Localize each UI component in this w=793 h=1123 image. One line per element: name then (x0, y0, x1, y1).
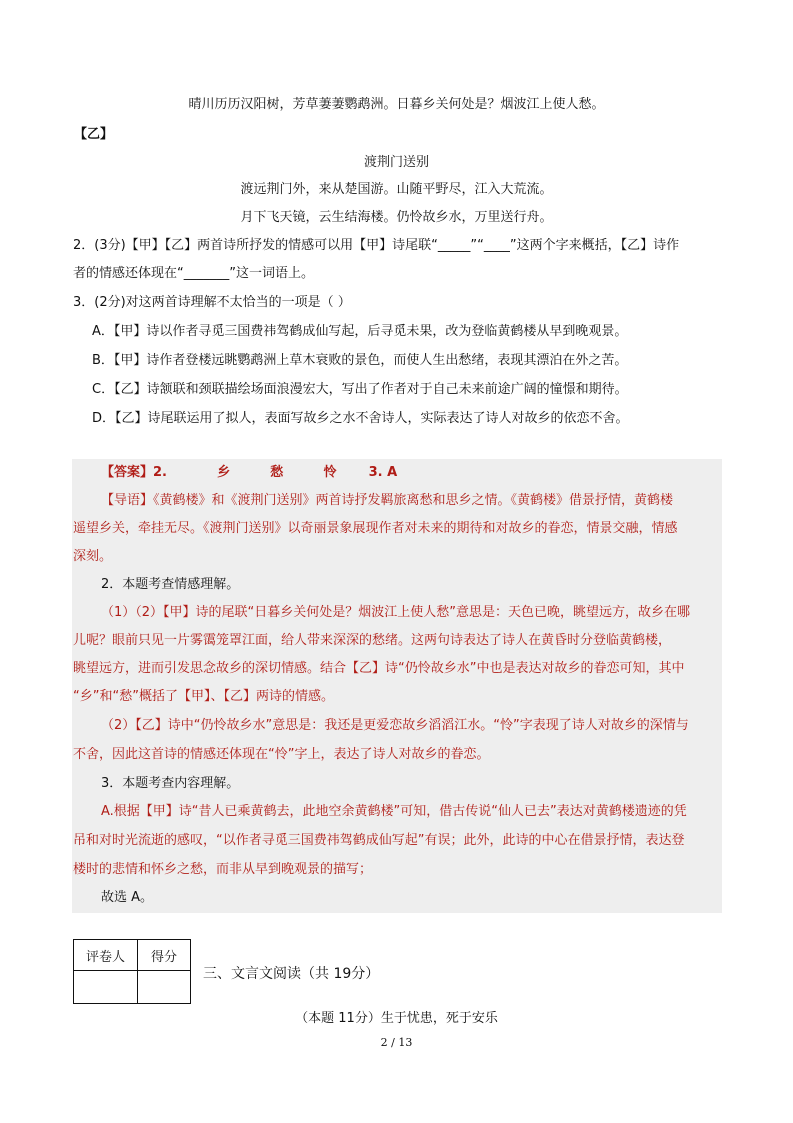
yi-poem-line: 渡远荆门外，来从楚国游。山随平野尽，江入大荒流。 (240, 182, 553, 197)
question-3-option: D．【乙】诗尾联运用了拟人，表面写故乡之水不舍诗人，实际表达了诗人对故乡的依恋不舍。 (92, 411, 629, 426)
question-3-stem: 3．(2分)对这两首诗理解不太恰当的一项是（ ） (73, 295, 351, 310)
yi-poem-title: 渡荆门送别 (363, 155, 429, 170)
guide-line: 遥望乡关，牵挂无尽。《渡荆门送别》以奇丽景象展现作者对未来的期待和对故乡的眷恋，情景交融，情感 (73, 521, 678, 536)
explanation-line: 眺望远方，进而引发思念故乡的深切情感。结合【乙】诗“仍怜故乡水”中也是表达对故乡的眷恋可知，其中 (73, 661, 685, 676)
answer-line (101, 461, 397, 480)
section-3-heading: 3．本题考查内容理解。 (101, 776, 240, 791)
guide-line (101, 489, 673, 508)
explanation-line: “乡”和“愁”概括了【甲】、【乙】两诗的情感。 (73, 689, 334, 704)
section-title: 三、文言文阅读（共 19分） (203, 966, 380, 982)
page-number: 2 / 13 (380, 1036, 413, 1049)
score-cell[interactable] (138, 971, 191, 1004)
explanation-line: A.根据【甲】诗“昔人已乘黄鹤去，此地空余黄鹤楼”可知，借古传说“仙人已去”表达对黄鹤楼遗迹的凭 (101, 804, 687, 819)
answer-word: 怜 (323, 465, 337, 480)
answer-choice: 故选 A。 (101, 890, 154, 905)
grading-table (73, 939, 191, 1004)
explanation-line: 儿呢？眼前只见一片雾霭笼罩江面，给人带来深深的愁绪。这两句诗表达了诗人在黄昏时分登临黄鹤楼， (73, 633, 672, 648)
passage-title: （本题 11分）生于忧患，死于安乐 (295, 1011, 498, 1026)
question-2-line: 2．(3分)【甲】【乙】两首诗所抒发的情感可以用【甲】诗尾联“_____”“____”这两个字来概括，【乙】诗作 (73, 238, 680, 253)
grader-header: 评卷人 (74, 940, 138, 971)
explanation-line: （1）（2）【甲】诗的尾联“日暮乡关何处是？烟波江上使人愁”意思是：天色已晚，眺望远方，故乡在哪 (101, 605, 691, 620)
yi-poem-line: 月下飞天镜，云生结海楼。仍怜故乡水，万里送行舟。 (240, 210, 553, 225)
score-header: 得分 (138, 940, 191, 971)
explanation-line: 吊和对时光流逝的感叹，“以作者寻觅三国费祎驾鹤成仙写起”有误；此外，此诗的中心在借景抒情，表达登 (73, 833, 685, 848)
guide-line: 深刻。 (73, 549, 113, 564)
explanation-line: （2）【乙】诗中“仍怜故乡水”意思是：我还是更爱恋故乡滔滔江水。“怜”字表现了诗人对故乡的深情与 (101, 718, 689, 733)
guide-text: 《黄鹤楼》和《渡荆门送别》两首诗抒发羁旅离愁和思乡之情。《黄鹤楼》借景抒情，黄鹤楼 (153, 493, 674, 508)
answer-number: 3. A (368, 465, 398, 480)
guide-label: 【导语】 (101, 493, 154, 508)
section-2-heading: 2．本题考查情感理解。 (101, 577, 240, 592)
answer-word: 乡 (217, 465, 231, 480)
poem-jia-last-lines: 晴川历历汉阳树，芳草萋萋鹦鹉洲。日暮乡关何处是？烟波江上使人愁。 (188, 97, 605, 112)
question-3-option: C．【乙】诗颔联和颈联描绘场面浪漫宏大，写出了作者对于自己未来前途广阔的憧憬和期待。 (92, 382, 628, 397)
answer-label: 【答案】 (101, 465, 154, 480)
grader-cell[interactable] (74, 971, 138, 1004)
yi-label: 【乙】 (74, 127, 114, 142)
explanation-line: 不舍，因此这首诗的情感还体现在“怜”字上，表达了诗人对故乡的眷恋。 (73, 747, 490, 762)
question-3-option: A．【甲】诗以作者寻觅三国费祎驾鹤成仙写起，后寻觅未果，改为登临黄鹤楼从早到晚观景。 (92, 324, 628, 339)
answer-number: 2. (153, 465, 167, 480)
answer-word: 愁 (270, 465, 284, 480)
question-2-line: 者的情感还体现在“_______”这一词语上。 (73, 266, 314, 281)
question-3-option: B．【甲】诗作者登楼远眺鹦鹉洲上草木衰败的景色，而使人生出愁绪，表现其漂泊在外之苦。 (92, 353, 628, 368)
explanation-line: 楼时的悲情和怀乡之愁，而非从早到晚观景的描写； (73, 862, 373, 877)
